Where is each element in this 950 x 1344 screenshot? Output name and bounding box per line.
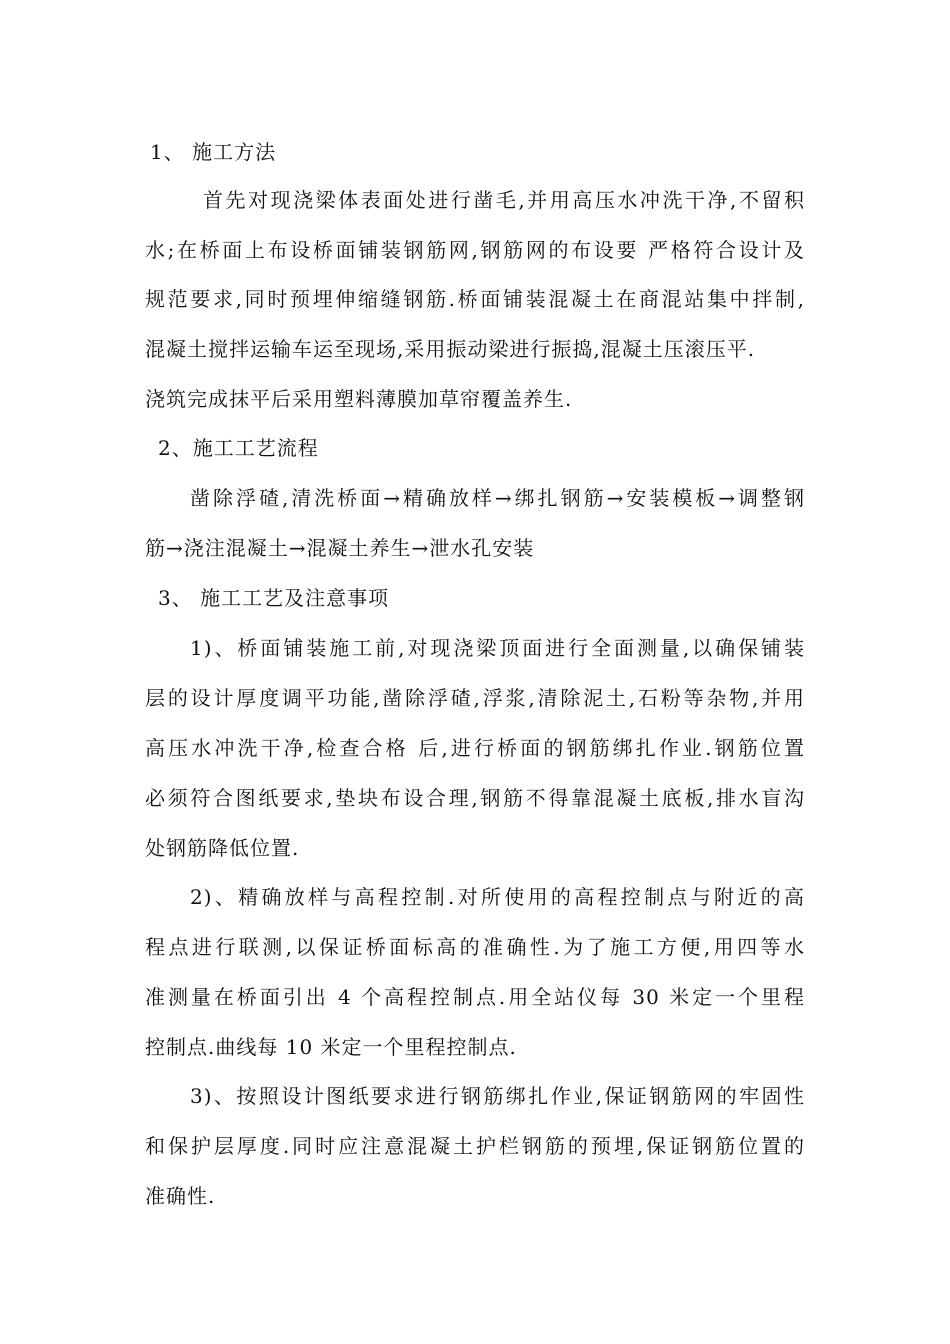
list-item-line: 和保护层厚度.同时应注意混凝土护栏钢筋的预埋,保证钢筋位置的: [145, 1134, 805, 1158]
paragraph-line: 筋→浇注混凝土→混凝土养生→泄水孔安装: [145, 536, 535, 560]
list-item-line: 必须符合图纸要求,垫块布设合理,钢筋不得靠混凝土底板,排水盲沟: [145, 786, 805, 810]
list-item-line: 准确性.: [145, 1184, 216, 1208]
section-heading-3: 3、 施工工艺及注意事项: [158, 586, 390, 610]
list-item-line: 准测量在桥面引出 4 个高程控制点.用全站仪每 30 米定一个里程: [145, 985, 805, 1009]
list-item-line: 3)、按照设计图纸要求进行钢筋绑扎作业,保证钢筋网的牢固性: [190, 1084, 805, 1108]
list-item-line: 程点进行联测,以保证桥面标高的准确性.为了施工方便,用四等水: [145, 935, 805, 959]
list-item-line: 层的设计厚度调平功能,凿除浮碴,浮浆,清除泥土,石粉等杂物,并用: [145, 686, 805, 710]
section-heading-2: 2、施工工艺流程: [158, 436, 319, 460]
section-heading-1: 1、 施工方法: [150, 140, 277, 164]
list-item-line: 高压水冲洗干净,检查合格 后,进行桥面的钢筋绑扎作业.钢筋位置: [145, 736, 805, 760]
paragraph-line: 水;在桥面上布设桥面铺装钢筋网,钢筋网的布设要 严格符合设计及: [145, 238, 805, 262]
paragraph-line: 凿除浮碴,清洗桥面→精确放样→绑扎钢筋→安装模板→调整钢: [190, 486, 805, 510]
paragraph-line: 混凝土搅拌运输车运至现场,采用振动梁进行振捣,混凝土压滚压平.: [145, 337, 756, 361]
paragraph-line: 首先对现浇梁体表面处进行凿毛,并用高压水冲洗干净,不留积: [203, 188, 805, 212]
list-item-line: 2)、精确放样与高程控制.对所使用的高程控制点与附近的高: [190, 885, 805, 909]
list-item-line: 控制点.曲线每 10 米定一个里程控制点.: [145, 1035, 517, 1059]
list-item-line: 1)、桥面铺装施工前,对现浇梁顶面进行全面测量,以确保铺装: [190, 636, 805, 660]
paragraph-line: 规范要求,同时预埋伸缩缝钢筋.桥面铺装混凝土在商混站集中拌制,: [145, 287, 805, 311]
list-item-line: 处钢筋降低位置.: [145, 836, 300, 860]
paragraph-line: 浇筑完成抹平后采用塑料薄膜加草帘覆盖养生.: [145, 387, 573, 411]
